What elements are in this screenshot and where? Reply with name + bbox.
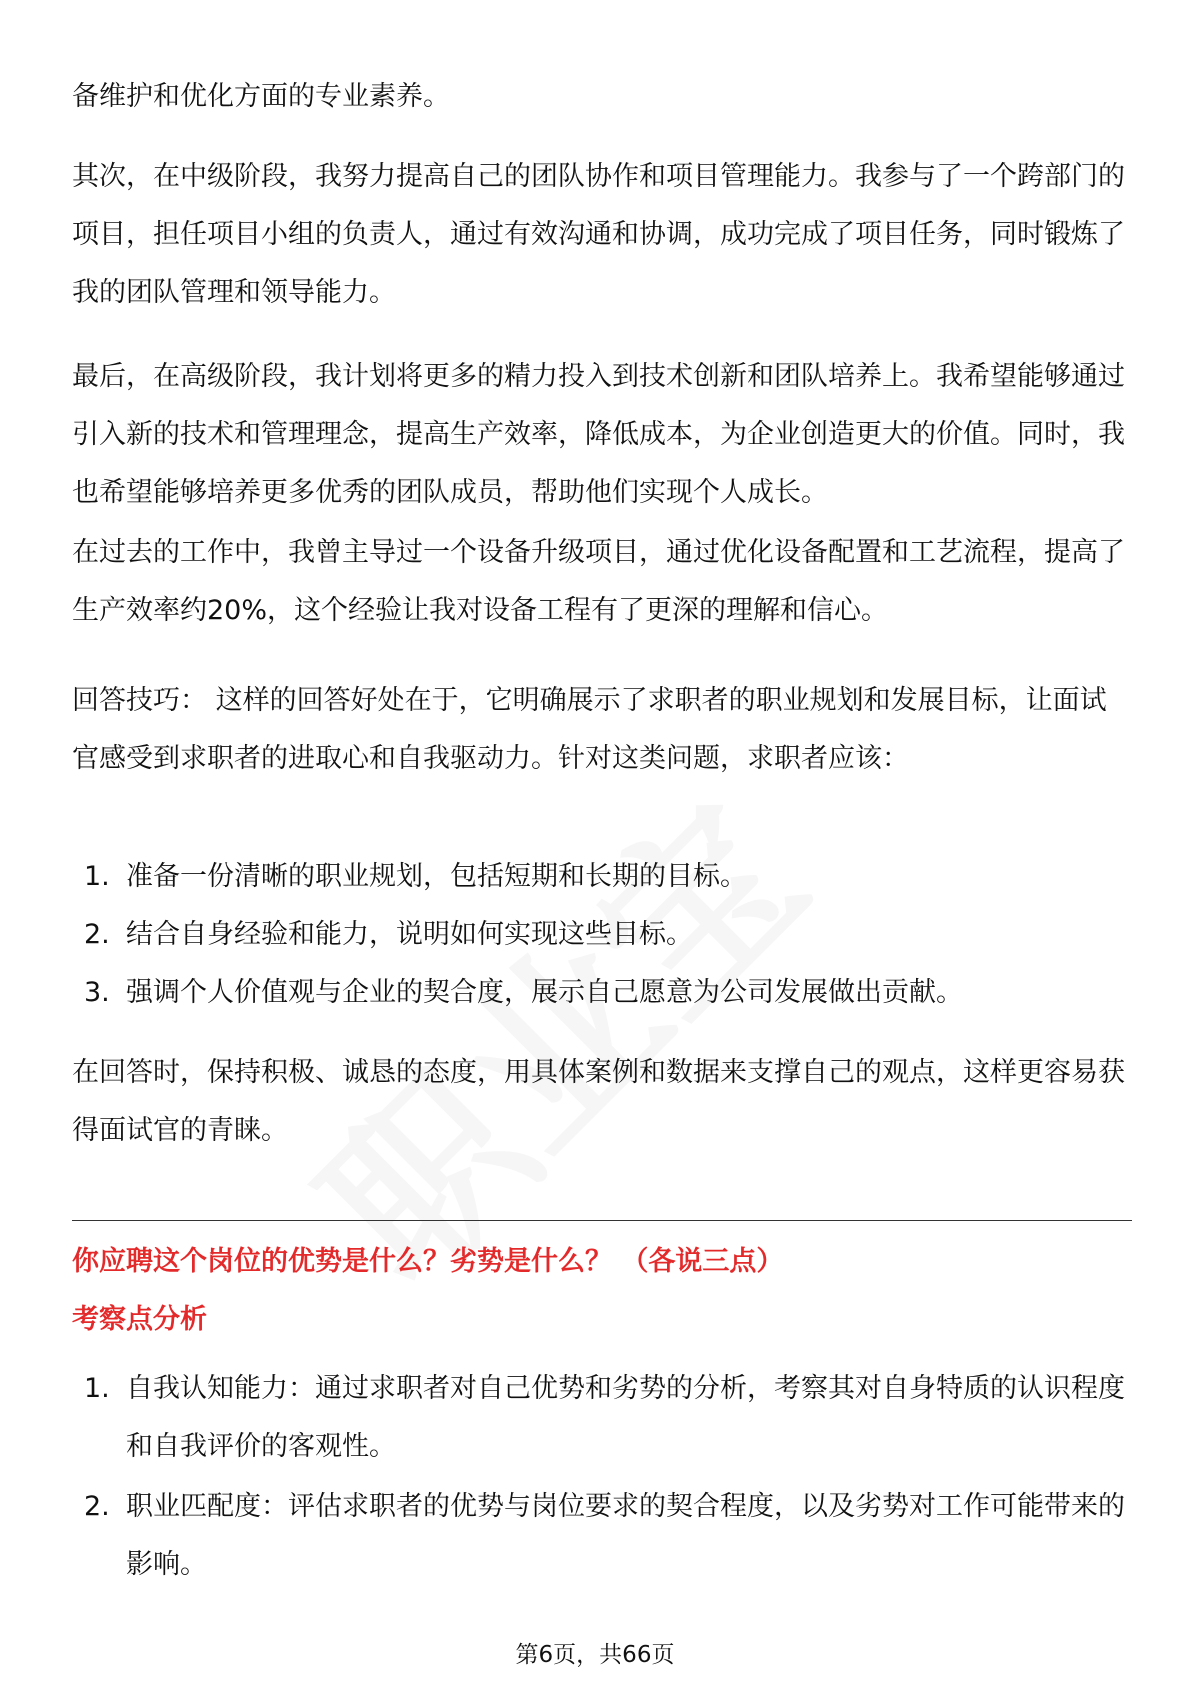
list-number: 1. <box>84 861 110 892</box>
paragraph-3: 最后，在高级阶段，我计划将更多的精力投入到技术创新和团队培养上。我希望能够通过引入新的技术和管理理念，提高生产效率，降低成本，为企业创造更大的价值。同时，我也希望能够培养更多优秀的团队成员，帮助他们实现个人成长。 <box>72 361 1125 508</box>
list-text: 自我认知能力：通过求职者对自己优势和劣势的分析，考察其对自身特质的认识程度和自我评价的客观性。 <box>126 1373 1125 1462</box>
list-text: 强调个人价值观与企业的契合度，展示自己愿意为公司发展做出贡献。 <box>126 977 963 1008</box>
paragraph-5: 回答技巧： 这样的回答好处在于，它明确展示了求职者的职业规划和发展目标，让面试官感受到求职者的进取心和自我驱动力。针对这类问题，求职者应该： <box>72 685 1107 774</box>
closing-paragraph: 在回答时，保持积极、诚恳的态度，用具体案例和数据来支撑自己的观点，这样更容易获得面试官的青睐。 <box>72 1057 1125 1146</box>
list-item <box>72 848 1132 906</box>
list-item <box>72 1360 1132 1476</box>
paragraph-4: 在过去的工作中，我曾主导过一个设备升级项目，通过优化设备配置和工艺流程，提高了生产效率约20%，这个经验让我对设备工程有了更深的理解和信心。 <box>72 537 1125 626</box>
list-item <box>72 906 1132 964</box>
list-text: 职业匹配度：评估求职者的优势与岗位要求的契合程度，以及劣势对工作可能带来的影响。 <box>126 1491 1125 1580</box>
page-footer: 第6页，共66页 <box>515 1642 675 1668</box>
list-number: 3. <box>84 977 110 1008</box>
question-heading: 你应聘这个岗位的优势是什么？劣势是什么？ （各说三点） <box>72 1246 784 1277</box>
list-text: 准备一份清晰的职业规划，包括短期和长期的目标。 <box>126 861 747 892</box>
analysis-heading: 考察点分析 <box>72 1304 207 1335</box>
list-text: 结合自身经验和能力，说明如何实现这些目标。 <box>126 919 693 950</box>
list-number: 2. <box>84 1491 110 1522</box>
list-item <box>72 1478 1132 1594</box>
paragraph-1: 备维护和优化方面的专业素养。 <box>72 81 450 112</box>
list-item <box>72 964 1132 1022</box>
paragraph-2: 其次，在中级阶段，我努力提高自己的团队协作和项目管理能力。我参与了一个跨部门的项目，担任项目小组的负责人，通过有效沟通和协调，成功完成了项目任务，同时锻炼了我的团队管理和领导能力。 <box>72 161 1125 308</box>
list-number: 1. <box>84 1373 110 1404</box>
list-number: 2. <box>84 919 110 950</box>
section-divider <box>72 1220 1132 1221</box>
